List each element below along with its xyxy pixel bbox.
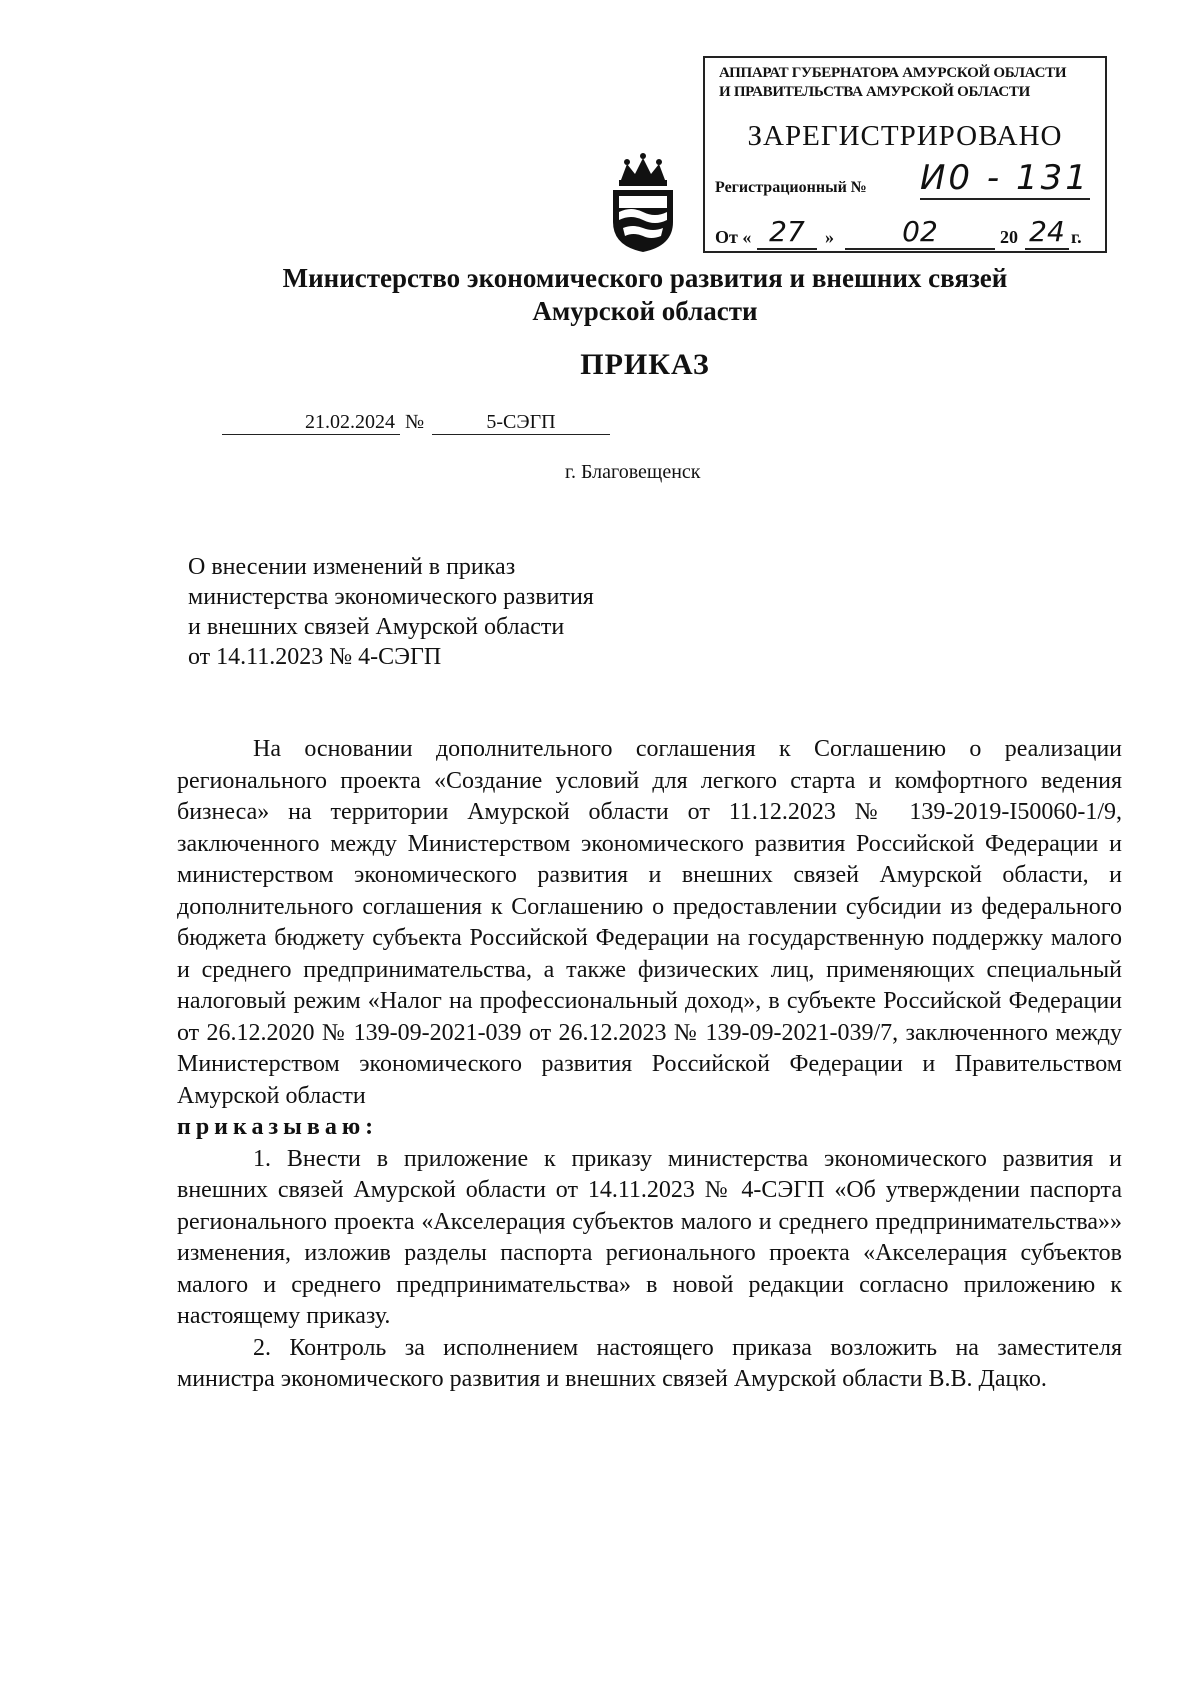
body-preamble: На основании дополнительного соглашения к Соглашению о реализации регионального проекта «Создание условий для легкого старта и комфортного ведения бизнеса» на территории Амурской области от 11.12.2023 № 139-2019-I50060-1/9, заключенного между Министерством экономического развития Российской Федерации и министерством экономического развития и внешних связей Амурской области, и дополнительного соглашения к Соглашению о предоставлении субсидии из федерального бюджета бюджету субъекта Российской Федерации на государственную поддержку малого и среднего предпринимательства, а также физических лиц, применяющих специальный налоговый режим «Налог на профессиональный доход», в субъекте Российской Федерации от 26.12.2020 № 139-09-2021-039 от 26.12.2023 № 139-09-2021-039/7, заключенного между Министерством экономического развития Российской Федерации и Правительством Амурской области <box>177 736 1122 1109</box>
order-body <box>177 734 1122 1396</box>
city: г. Благовещенск <box>565 461 701 483</box>
stamp-year-unit: г. <box>1071 227 1082 247</box>
order-number: 5-СЭГП <box>432 411 610 435</box>
order-subject <box>188 552 708 672</box>
stamp-year-suffix: 24 <box>1025 215 1069 250</box>
subject-line2: министерства экономического развития <box>188 584 594 610</box>
subject-line4: от 14.11.2023 № 4-СЭГП <box>188 644 442 670</box>
order-date: 21.02.2024 <box>222 411 400 435</box>
stamp-quote-close: » <box>825 227 834 247</box>
registration-stamp <box>703 56 1107 253</box>
stamp-month: 02 <box>845 215 995 250</box>
body-item-2: 2. Контроль за исполнением настоящего приказа возложить на заместителя министра экономического развития и внешних связей Амурской области В.В. Дацко. <box>177 1334 1122 1392</box>
stamp-organization <box>719 64 1099 102</box>
stamp-date-row <box>715 215 1105 251</box>
subject-line3: и внешних связей Амурской области <box>188 614 565 640</box>
stamp-org-line1: АППАРАТ ГУБЕРНАТОРА АМУРСКОЙ ОБЛАСТИ <box>719 65 1067 81</box>
stamp-org-line2: И ПРАВИТЕЛЬСТВА АМУРСКОЙ ОБЛАСТИ <box>719 84 1030 100</box>
stamp-registered-title: ЗАРЕГИСТРИРОВАНО <box>747 120 1063 152</box>
ministry-line2: Амурской области <box>532 296 758 326</box>
document-type: ПРИКАЗ <box>580 348 710 381</box>
stamp-day: 27 <box>757 215 817 250</box>
stamp-from-label: От « <box>715 227 752 247</box>
body-item-1: 1. Внести в приложение к приказу министерства экономического развития и внешних связей Амурской области от 14.11.2023 № 4-СЭГП «Об утверждении паспорта регионального проекта «Акселерация субъектов малого и среднего предпринимательства»» изменения, изложив разделы паспорта регионального проекта «Акселерация субъектов малого и среднего предпринимательства» в новой редакции согласно приложению к настоящему приказу. <box>177 1145 1122 1329</box>
stamp-reg-label: Регистрационный № <box>715 179 867 196</box>
order-number-sign: № <box>405 411 425 433</box>
body-order-word: приказываю: <box>177 1114 379 1140</box>
ministry-name <box>0 262 1200 328</box>
ministry-line1: Министерство экономического развития и внешних связей <box>282 263 1008 293</box>
stamp-reg-number: И0 - 131 <box>920 158 1090 198</box>
stamp-year-prefix: 20 <box>1000 227 1018 247</box>
coat-of-arms-icon <box>603 150 683 255</box>
subject-line1: О внесении изменений в приказ <box>188 554 516 580</box>
